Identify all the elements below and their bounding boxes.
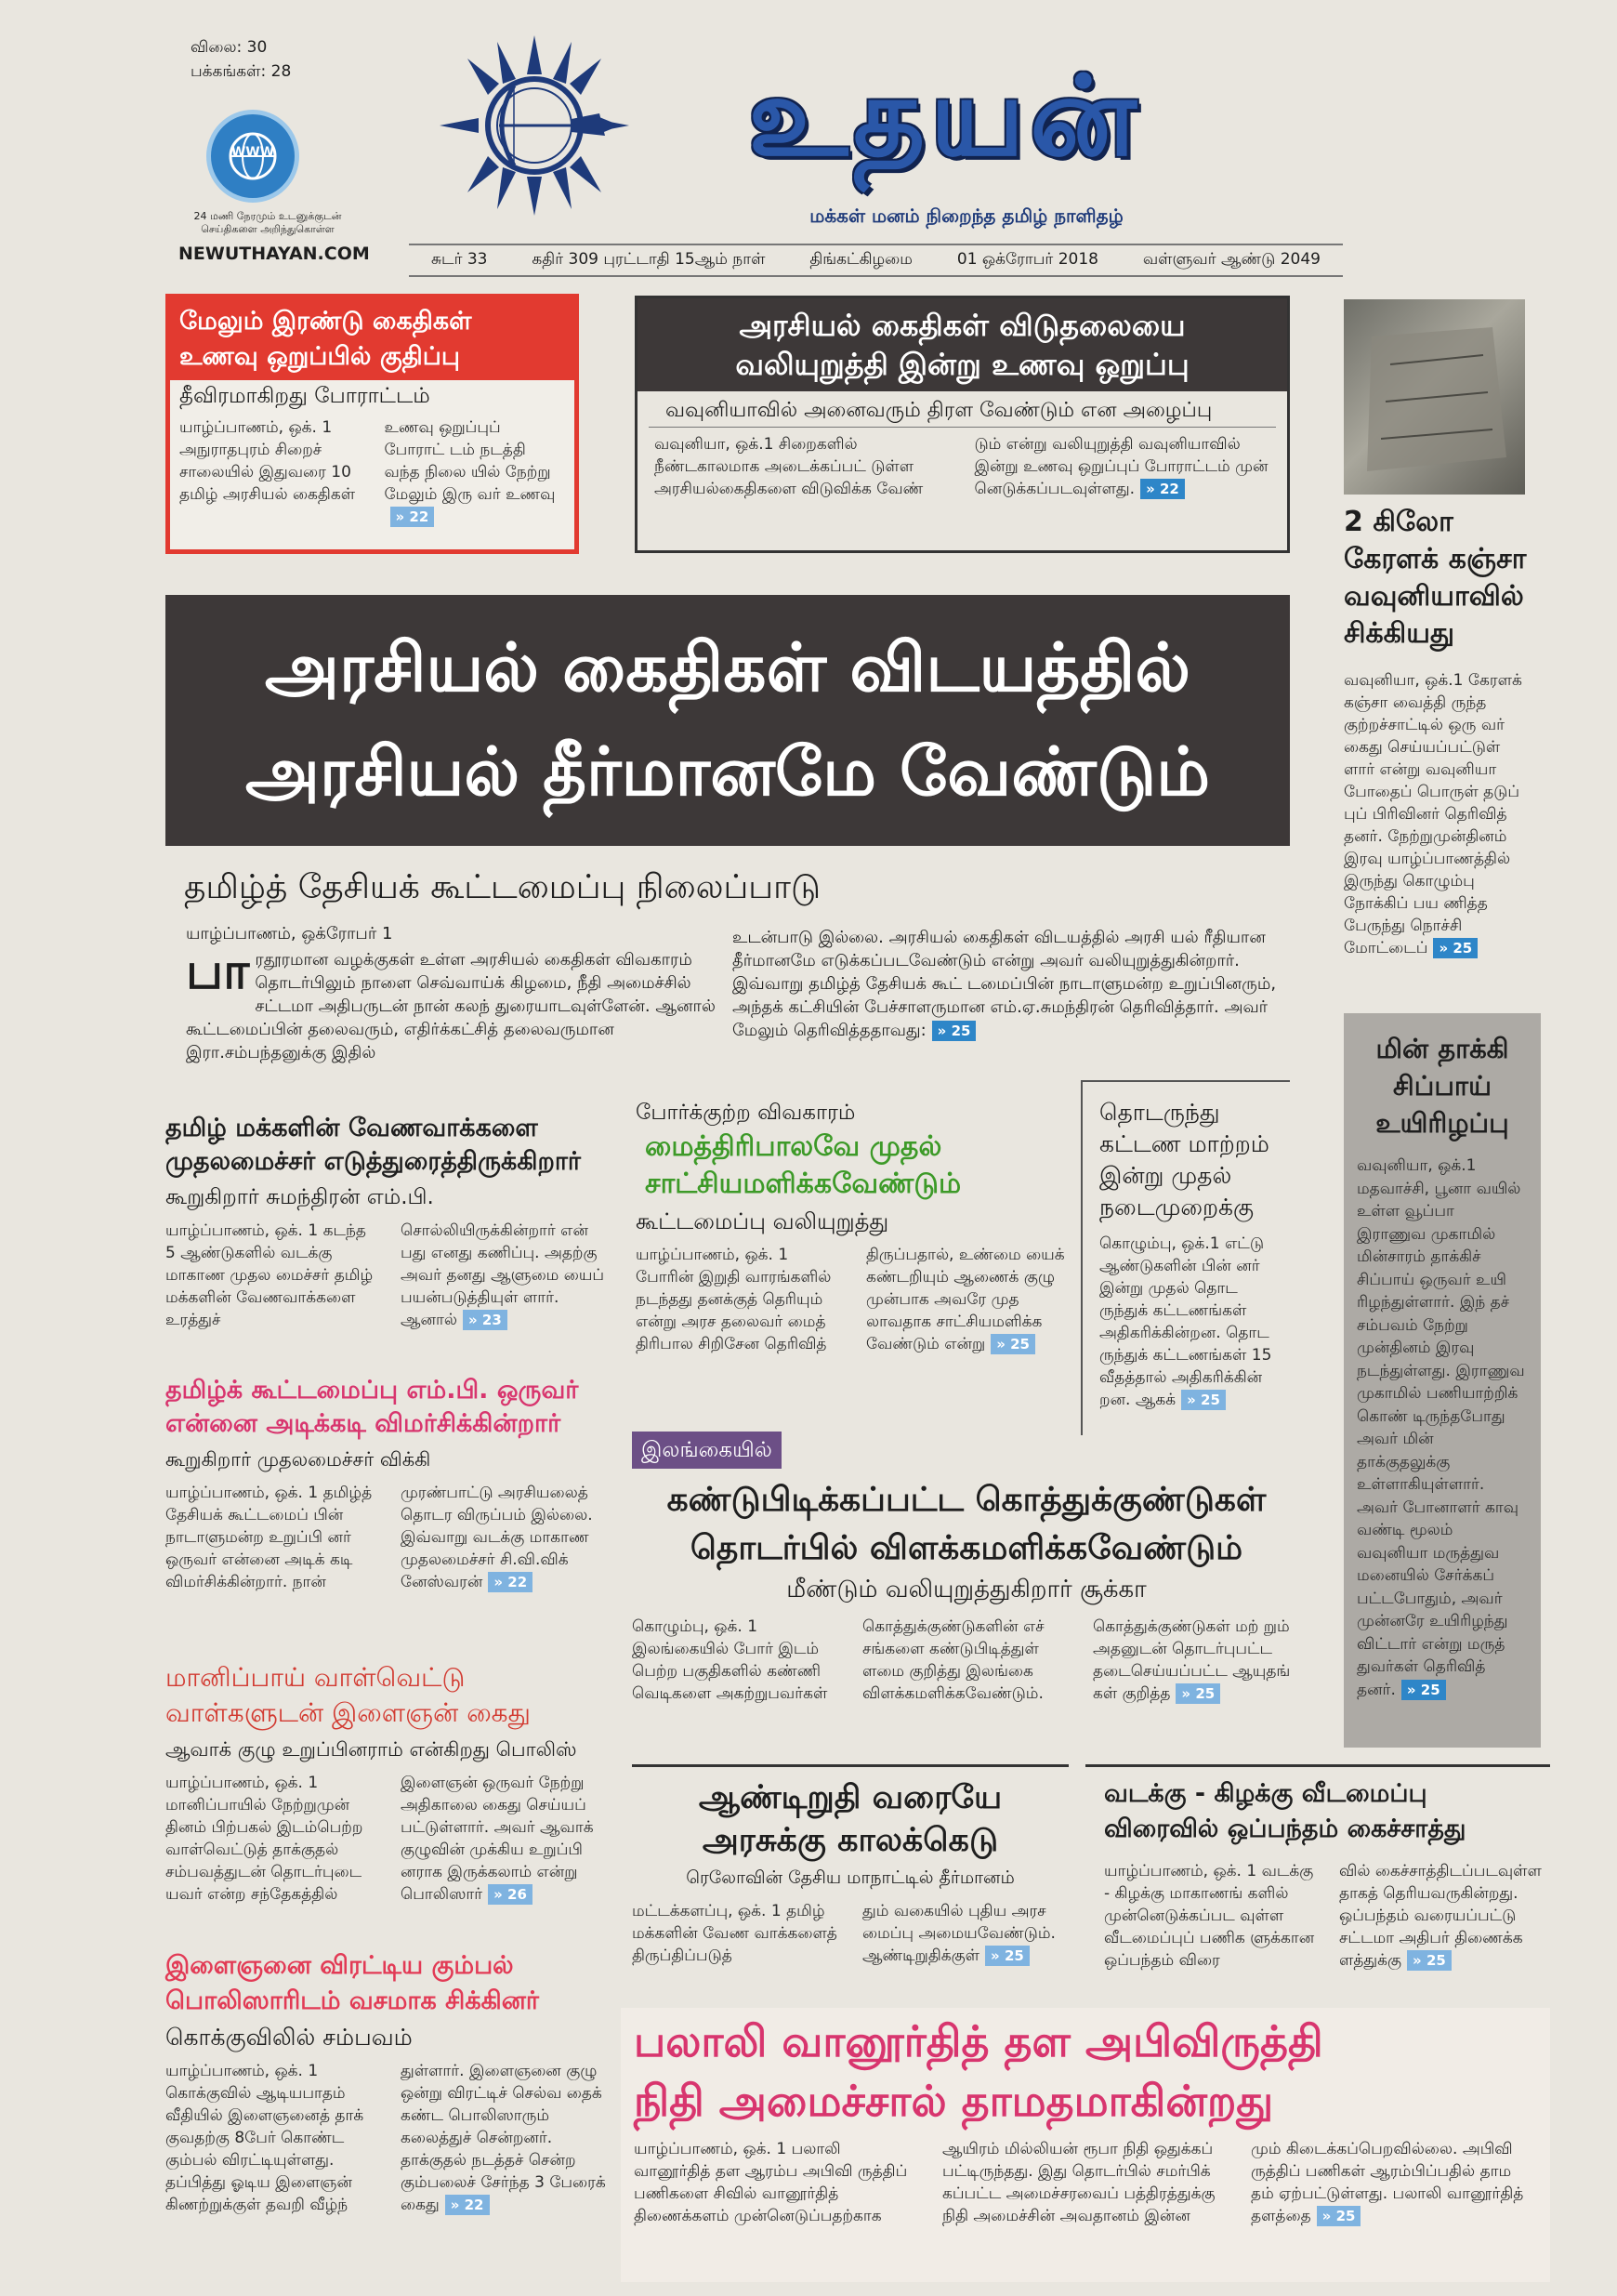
story-cannabis-headline [1344, 504, 1530, 653]
continued-badge[interactable]: » 25 [1407, 1950, 1452, 1971]
headline-line-2: பொலிஸாரிடம் வசமாக சிக்கினர் [165, 1986, 539, 2015]
headline-line-2: தொடர்பில் விளக்கமளிக்கவேண்டும் [690, 1529, 1243, 1567]
story-political-prisoners [635, 296, 1290, 553]
lead-headline-line-1: அரசியல் கைதிகள் விடயத்தில் [264, 628, 1191, 706]
headline-line-2: கட்டண மாற்றம் [1099, 1130, 1269, 1157]
lead-headline-line-2: அரசியல் தீர்மானமே வேண்டும் [244, 732, 1211, 811]
lead-text: உடன்பாடு இல்லை. அரசியல் கைதிகள் விடயத்தில் அரசி யல் ரீதியான தீர்மானமே எடுக்கப்படவேண்டும் என்று அவர் வலியுறுத்துகின்றார். இவ்வாறு தமிழ்த் தேசியக் கூட் டமைப்பின் நாடாளுமன்ற உறுப்பினரும், அந்தக் கட்சியின் பேச்சாளருமான எம்.ஏ.சுமந்திரன் தெரிவித்தார். அவர் மேலும் தெரிவித்ததாவது: [732, 928, 1277, 1040]
story-text-col-1: வவுனியா, ஒக்.1 சிறைகளில் நீண்டகாலமாக அடைக்கப்பட் டுள்ள அரசியல்கைதிகளை விடுவிக்க வேண் [654, 435, 924, 498]
headline-line-1: கண்டுபிடிக்கப்பட்ட கொத்துக்குண்டுகள் [666, 1481, 1267, 1519]
headline-line-2: என்னை அடிக்கடி விமர்சிக்கின்றார் [165, 1409, 561, 1438]
headline-box [170, 298, 574, 380]
issue-date: 01 ஒக்ரோபர் 2018 [956, 250, 1098, 269]
story-text-col-2: தும் வகையில் புதிய அரச மைப்பு அமையவேண்டும். ஆண்டிறுதிக்குள் [862, 1902, 1056, 1965]
headline-line-1: 2 கிலோ [1344, 506, 1453, 538]
story-cluster-bombs [632, 1432, 1301, 1757]
story-text: கொழும்பு, ஒக்.1 எட்டு ஆண்டுகளின் பின் னர் இன்று முதல் தொட ருந்துக் கட்டணங்கள் அதிகரிக்கின்றன. தொட ருந்துக் கட்டணங்கள் 15 வீதத்தால் அதிகரிக்கின் றன. ஆகக் [1099, 1234, 1272, 1409]
story-palaly-airport [621, 2008, 1550, 2282]
continued-badge[interactable]: » 22 [445, 2195, 490, 2215]
cannabis-photo [1344, 299, 1525, 495]
lead-text-col-2 [732, 926, 1281, 1042]
headline-line-1: அரசியல் கைதிகள் விடுதலையை [739, 308, 1186, 343]
continued-badge[interactable]: » 25 [991, 1334, 1035, 1354]
story-housing [1085, 1764, 1550, 1999]
headline-line-3: இன்று முதல் [1099, 1162, 1232, 1189]
subheading: கூறுகிறார் சுமந்திரன் எம்.பி. [165, 1185, 434, 1209]
continued-badge[interactable]: » 25 [1433, 938, 1478, 958]
issue-volume: சுடர் 33 [430, 250, 488, 269]
headline-line-2: உணவு ஒறுப்பில் குதிப்பு [179, 342, 460, 371]
headline-line-2: கேரளக் கஞ்சா [1344, 543, 1527, 575]
masthead-tagline: மக்கள் மனம் நிறைந்த தமிழ் நாளிதழ் [809, 205, 1124, 227]
headline-line-3: உயிரிழப்பு [1375, 1107, 1509, 1139]
headline-line-3: வவுனியாவில் [1344, 580, 1524, 613]
headline-line-4: நடைமுறைக்கு [1099, 1194, 1255, 1221]
headline-line-2: அரசுக்கு காலக்கெடு [702, 1822, 999, 1859]
continued-badge[interactable]: » 22 [488, 1572, 532, 1592]
story-text-col-1: யாழ்ப்பாணம், ஒக். 1 அநுராதபுரம் சிறைச் சாலையில் இதுவரை 10 தமிழ் அரசியல் கைதிகள் [179, 418, 356, 504]
headline-line-2: வாள்களுடன் இளைஞன் கைது [165, 1697, 531, 1728]
kicker: போர்க்குற்ற விவகாரம் [636, 1101, 856, 1125]
continued-badge[interactable]: » 25 [985, 1946, 1030, 1966]
story-text-col-1: யாழ்ப்பாணம், ஒக். 1 கடந்த 5 ஆண்டுகளில் வடக்கு மாகாண முதல மைச்சர் தமிழ் மக்களின் வேணவாக்களை உரத்துச் [165, 1221, 374, 1329]
kicker: இலங்கையில் [632, 1432, 782, 1469]
story-text-col-1: யாழ்ப்பாணம், ஒக். 1 வடக்கு - கிழக்கு மாகாணங் களில் முன்னெடுக்கப்பட வுள்ள வீடமைப்புப் பணிக ளுக்கான ஒப்பந்தம் விரை [1104, 1862, 1315, 1970]
story-kokkuvil-gang [165, 1948, 611, 2264]
story-text-col-2: டும் என்று வலியுறுத்தி வவுனியாவில் இன்று உணவு ஒறுப்புப் போராட்டம் முன் னெடுக்கப்படவுள்ளது. [974, 435, 1269, 498]
headline-line-1: தொடருந்து [1099, 1099, 1220, 1126]
sun-bow-logo [423, 28, 646, 223]
story-text-col-1: மட்டக்களப்பு, ஒக். 1 தமிழ் மக்களின் வேண வாக்களைத் திருப்திப்படுத் [632, 1902, 837, 1965]
story-war-crimes [636, 1097, 1072, 1394]
issue-year: வள்ளுவர் ஆண்டு 2049 [1142, 250, 1321, 269]
headline-line-1: மானிப்பாய் வாள்வெட்டு [165, 1662, 466, 1693]
story-text-col-2: ஆயிரம் மில்லியன் ரூபா நிதி ஒதுக்கப் பட்டிருந்தது. இது தொடர்பில் சமர்பிக் கப்பட்ட அமைச்சரவைப் பத்திரத்துக்கு நிதி அமைச்சின் அவதானம் இன்ன [942, 2140, 1216, 2225]
headline-line-2: நிதி அமைச்சால் தாமதமாகின்றது [634, 2076, 1274, 2126]
story-text: வவுனியா, ஒக்.1 கேரளக் கஞ்சா வைத்தி ருந்த குற்றச்சாட்டில் ஒரு வர் கைது செய்யப்பட்டுள் ளார் என்று வவுனியா போதைப் பொருள் தடுப் புப் பிரிவினர் தெரிவித் தனர். நேற்றுமுன்தினம் இரவு யாழ்ப்பாணத்தில் இருந்து கொழும்பு நோக்கிப் பய ணித்த பேருந்து நொச்சி மோட்டைப் [1344, 671, 1522, 957]
page-count: பக்கங்கள்: 28 [191, 62, 292, 81]
headline-box [638, 298, 1287, 391]
story-text-col-2: திருப்பதால், உண்மை யைக் கண்டறியும் ஆணைக் குழு முன்பாக அவரே முத லாவதாக சாட்சியமளிக்க வேண்டும் என்று [866, 1246, 1065, 1353]
continued-badge[interactable]: » 23 [463, 1310, 507, 1330]
headline-line-2: விரைவில் ஒப்பந்தம் கைச்சாத்து [1104, 1814, 1466, 1843]
www-label: WWW [230, 145, 275, 160]
lead-text: ரதூரமான வழக்குகள் உள்ள அரசியல் கைதிகள் விவகாரம் தொடர்பிலும் நாளை செவ்வாய்க் கிழமை, நீதி அமைச்சில் சட்டமா அதிபருடன் நான் கலந் துரையாடவுள்ளேன். ஆனால் கூட்டமைப்பின் தலைவரும், எதிர்க்கட்சித் தலைவருமான இரா.சம்பந்தனுக்கு இதில் [186, 950, 716, 1062]
continued-badge[interactable]: » 25 [1176, 1683, 1220, 1704]
issue-weekday: திங்கட்கிழமை [809, 250, 913, 269]
continued-badge[interactable]: » 22 [1140, 479, 1185, 499]
continued-badge[interactable]: » 25 [932, 1021, 977, 1041]
story-hunger-strike [165, 294, 579, 554]
drop-cap: பா [186, 942, 250, 1000]
subheading: வவுனியாவில் அனைவரும் திரள வேண்டும் என அழைப்பு [649, 391, 1276, 428]
headline-line-1: தமிழ்க் கூட்டமைப்பு எம்.பி. ஒருவர் [165, 1376, 579, 1405]
headline-line-1: ஆண்டிறுதி வரையே [698, 1779, 1003, 1816]
headline-line-1: இளைஞனை விரட்டிய கும்பல் [165, 1951, 514, 1980]
date-bar [409, 244, 1343, 277]
story-text-col-2: இளைஞன் ஒருவர் நேற்று அதிகாலை கைது செய்யப் பட்டுள்ளார். அவர் ஆவாக் குழுவின் முக்கிய உறுப்பி னராக இருக்கலாம் என்று பொலிஸார் [401, 1774, 594, 1904]
subheading: தீவிரமாகிறது போராட்டம் [179, 384, 430, 408]
continued-badge[interactable]: » 26 [488, 1884, 532, 1905]
web-note: 24 மணி நேரமும் உடனுக்குடன் செய்திகளை அறிந்துகொள்ள [193, 210, 342, 235]
story-mp-criticism [165, 1374, 611, 1653]
subheading: ரெலோவின் தேசிய மாநாட்டில் தீர்மானம் [686, 1867, 1015, 1888]
subheading: மீண்டும் வலியுறுத்துகிறார் சூக்கா [786, 1576, 1147, 1603]
headline-line-2: வலியுறுத்தி இன்று உணவு ஒறுப்பு [735, 347, 1190, 382]
story-text-col-2: துள்ளார். இளைஞனை குழு ஒன்று விரட்டிச் செல்வ தைக் கண்ட பொலிஸாரும் கலைத்துச் சென்றனர். தாக்குதல் நடத்தச் சென்ற கும்பலைச் சேர்ந்த 3 பேரைக் கைது [401, 2062, 606, 2214]
story-text: வவுனியா, ஒக்.1 மதவாச்சி, பூனா வயில் உள்ள வூப்பா இராணுவ முகாமில் மின்சாரம் தாக்கிச் சிப்பாய் ஒருவர் உயி ரிழந்துள்ளார். இந் தச் சம்பவம் நேற்று முன்தினம் இரவு நடந்துள்ளது. இராணுவ முகாமில் பணியாற்றிக் கொண் டிருந்தபோது அவர் மின் தாக்குதலுக்கு உள்ளாகியுள்ளார். அவர் போனாளர் காவு வண்டி மூலம் வவுனியா மருத்துவ மனையில் சேர்க்கப் பட்டபோதும், அவர் முன்னரே உயிரிழந்து விட்டார் என்று மருத் துவர்கள் தெரிவித் தனர். [1357, 1156, 1525, 1699]
headline-line-1: பலாலி வானூர்தித் தள அபிவிருத்தி [634, 2016, 1323, 2066]
story-chief-minister [165, 1112, 611, 1363]
subheading: கொக்குவிலில் சம்பவம் [165, 2024, 413, 2051]
story-text-col-2: சொல்லியிருக்கின்றார் என் பது எனது கணிப்பு. அதற்கு அவர் தனது ஆளுமை யைப் பயன்படுத்தியுள் ளார். ஆனால் [401, 1221, 605, 1329]
headline-line-2: முதலமைச்சர் எடுத்துரைத்திருக்கிறார் [165, 1147, 582, 1176]
lead-dateline: யாழ்ப்பாணம், ஒக்ரோபர் 1 [186, 924, 393, 943]
price: விலை: 30 [191, 38, 268, 57]
lead-text-col-1 [186, 942, 725, 1064]
issue-number: கதிர் 309 புரட்டாதி 15ஆம் நாள் [532, 250, 766, 269]
story-text-col-1: யாழ்ப்பாணம், ஒக். 1 கொக்குவில் ஆடியபாதம் வீதியில் இளைஞனைத் தாக் குவதற்கு 8பேர் கொண்ட கும்பல் விரட்டியுள்ளது. தப்பித்து ஓடிய இளைஞன் கிணற்றுக்குள் தவறி வீழ்ந் [165, 2062, 364, 2214]
headline-line-1: மைத்திரிபாலவே முதல் [645, 1130, 942, 1163]
subheading: கூட்டமைப்பு வலியுறுத்து [636, 1208, 889, 1234]
story-deadline [632, 1764, 1069, 1999]
lead-headline-box [165, 595, 1290, 846]
story-text-col-2: கொத்துக்குண்டுகளின் எச் சங்களை கண்டுபிடித்துள் ளமை குறித்து இலங்கை விளக்கமளிக்கவேண்டும். [862, 1617, 1045, 1703]
story-text-col-1: யாழ்ப்பாணம், ஒக். 1 மானிப்பாயில் நேற்றுமுன் தினம் பிற்பகல் இடம்பெற்ற வாள்வெட்டுத் தாக்குதல் சம்பவத்துடன் தொடர்புடை யவர் என்ற சந்தேகத்தில் [165, 1774, 363, 1904]
story-text-col-1: யாழ்ப்பாணம், ஒக். 1 தமிழ்த் தேசியக் கூட்டமைப் பின் நாடாளுமன்ற உறுப்பி னர் ஒருவர் என்னை அடிக் கடி விமர்சிக்கின்றார். நான் [165, 1484, 373, 1591]
continued-badge[interactable]: » 25 [1317, 2206, 1361, 2226]
headline-line-1: மேலும் இரண்டு கைதிகள் [179, 307, 472, 336]
continued-badge[interactable]: » 25 [1401, 1680, 1446, 1700]
story-soldier-electrocuted [1344, 1013, 1541, 1748]
story-text-col-2: முரண்பாட்டு அரசியலைத் தொடர விருப்பம் இல்லை. இவ்வாறு வடக்கு மாகாண முதலமைச்சர் சி.வி.விக் னேஸ்வரன் [401, 1484, 593, 1591]
story-text-col-2: உணவு ஒறுப்புப் போராட் டம் நடத்தி வந்த நிலை யில் நேற்று மேலும் இரு வர் உணவு [384, 418, 556, 504]
continued-badge[interactable]: » 22 [390, 507, 435, 527]
story-text-col-2: வில் கைச்சாத்திடப்படவுள்ள தாகத் தெரியவருகின்றது. ஒப்பந்தம் வரையப்பட்டு சட்டமா அதிபர் திணைக்க ளத்துக்கு [1339, 1862, 1542, 1970]
headline-line-2: சாட்சியமளிக்கவேண்டும் [645, 1168, 962, 1200]
story-railway-fares [1081, 1080, 1290, 1435]
headline-line-1: மின் தாக்கி [1375, 1033, 1509, 1064]
continued-badge[interactable]: » 25 [1181, 1390, 1226, 1410]
story-text-col-1: கொழும்பு, ஒக். 1 இலங்கையில் போர் இடம் பெற்ற பகுதிகளில் கண்ணி வெடிகளை அகற்றுபவர்கள் [632, 1617, 828, 1703]
story-text-col-1: யாழ்ப்பாணம், ஒக். 1 பலாலி வானூர்தித் தள ஆரம்ப அபிவி ருத்திப் பணிகளை சிவில் வானூர்தித் திணைக்களம் முன்னெடுப்பதற்காக [634, 2140, 908, 2225]
www-globe-icon [206, 110, 299, 203]
story-cannabis-text [1344, 669, 1530, 959]
headline-line-1: தமிழ் மக்களின் வேணவாக்களை [165, 1114, 538, 1142]
headline-line-1: வடக்கு - கிழக்கு வீடமைப்பு [1104, 1779, 1427, 1808]
website[interactable]: NEWUTHAYAN.COM [178, 244, 370, 264]
masthead-title: உதயன் [748, 52, 1142, 180]
story-manipay-attack [165, 1660, 611, 1939]
story-text-col-1: யாழ்ப்பாணம், ஒக். 1 போரின் இறுதி வாரங்களில் நடந்தது தனக்குத் தெரியும் என்று அரச தலைவர் மைத் திரிபால சிறிசேன தெரிவித் [636, 1246, 832, 1353]
lead-subheading: தமிழ்த் தேசியக் கூட்டமைப்பு நிலைப்பாடு [184, 868, 822, 906]
headline-line-4: சிக்கியது [1344, 617, 1455, 650]
headline-line-2: சிப்பாய் [1393, 1070, 1492, 1102]
story-text-col-3: மும் கிடைக்கப்பெறவில்லை. அபிவி ருத்திப் பணிகள் ஆரம்பிப்பதில் தாம தம் ஏற்பட்டுள்ளது. பலாலி வானூர்தித் தளத்தை [1251, 2140, 1524, 2225]
subheading: கூறுகிறார் முதலமைச்சர் விக்கி [165, 1448, 431, 1471]
story-text-col-3: கொத்துக்குண்டுகள் மற் றும் அதனுடன் தொடர்புபட்ட தடைசெய்யப்பட்ட ஆயுதங் கள் குறித்த [1093, 1617, 1291, 1703]
subheading: ஆவாக் குழு உறுப்பினராம் என்கிறது பொலிஸ் [165, 1738, 577, 1761]
